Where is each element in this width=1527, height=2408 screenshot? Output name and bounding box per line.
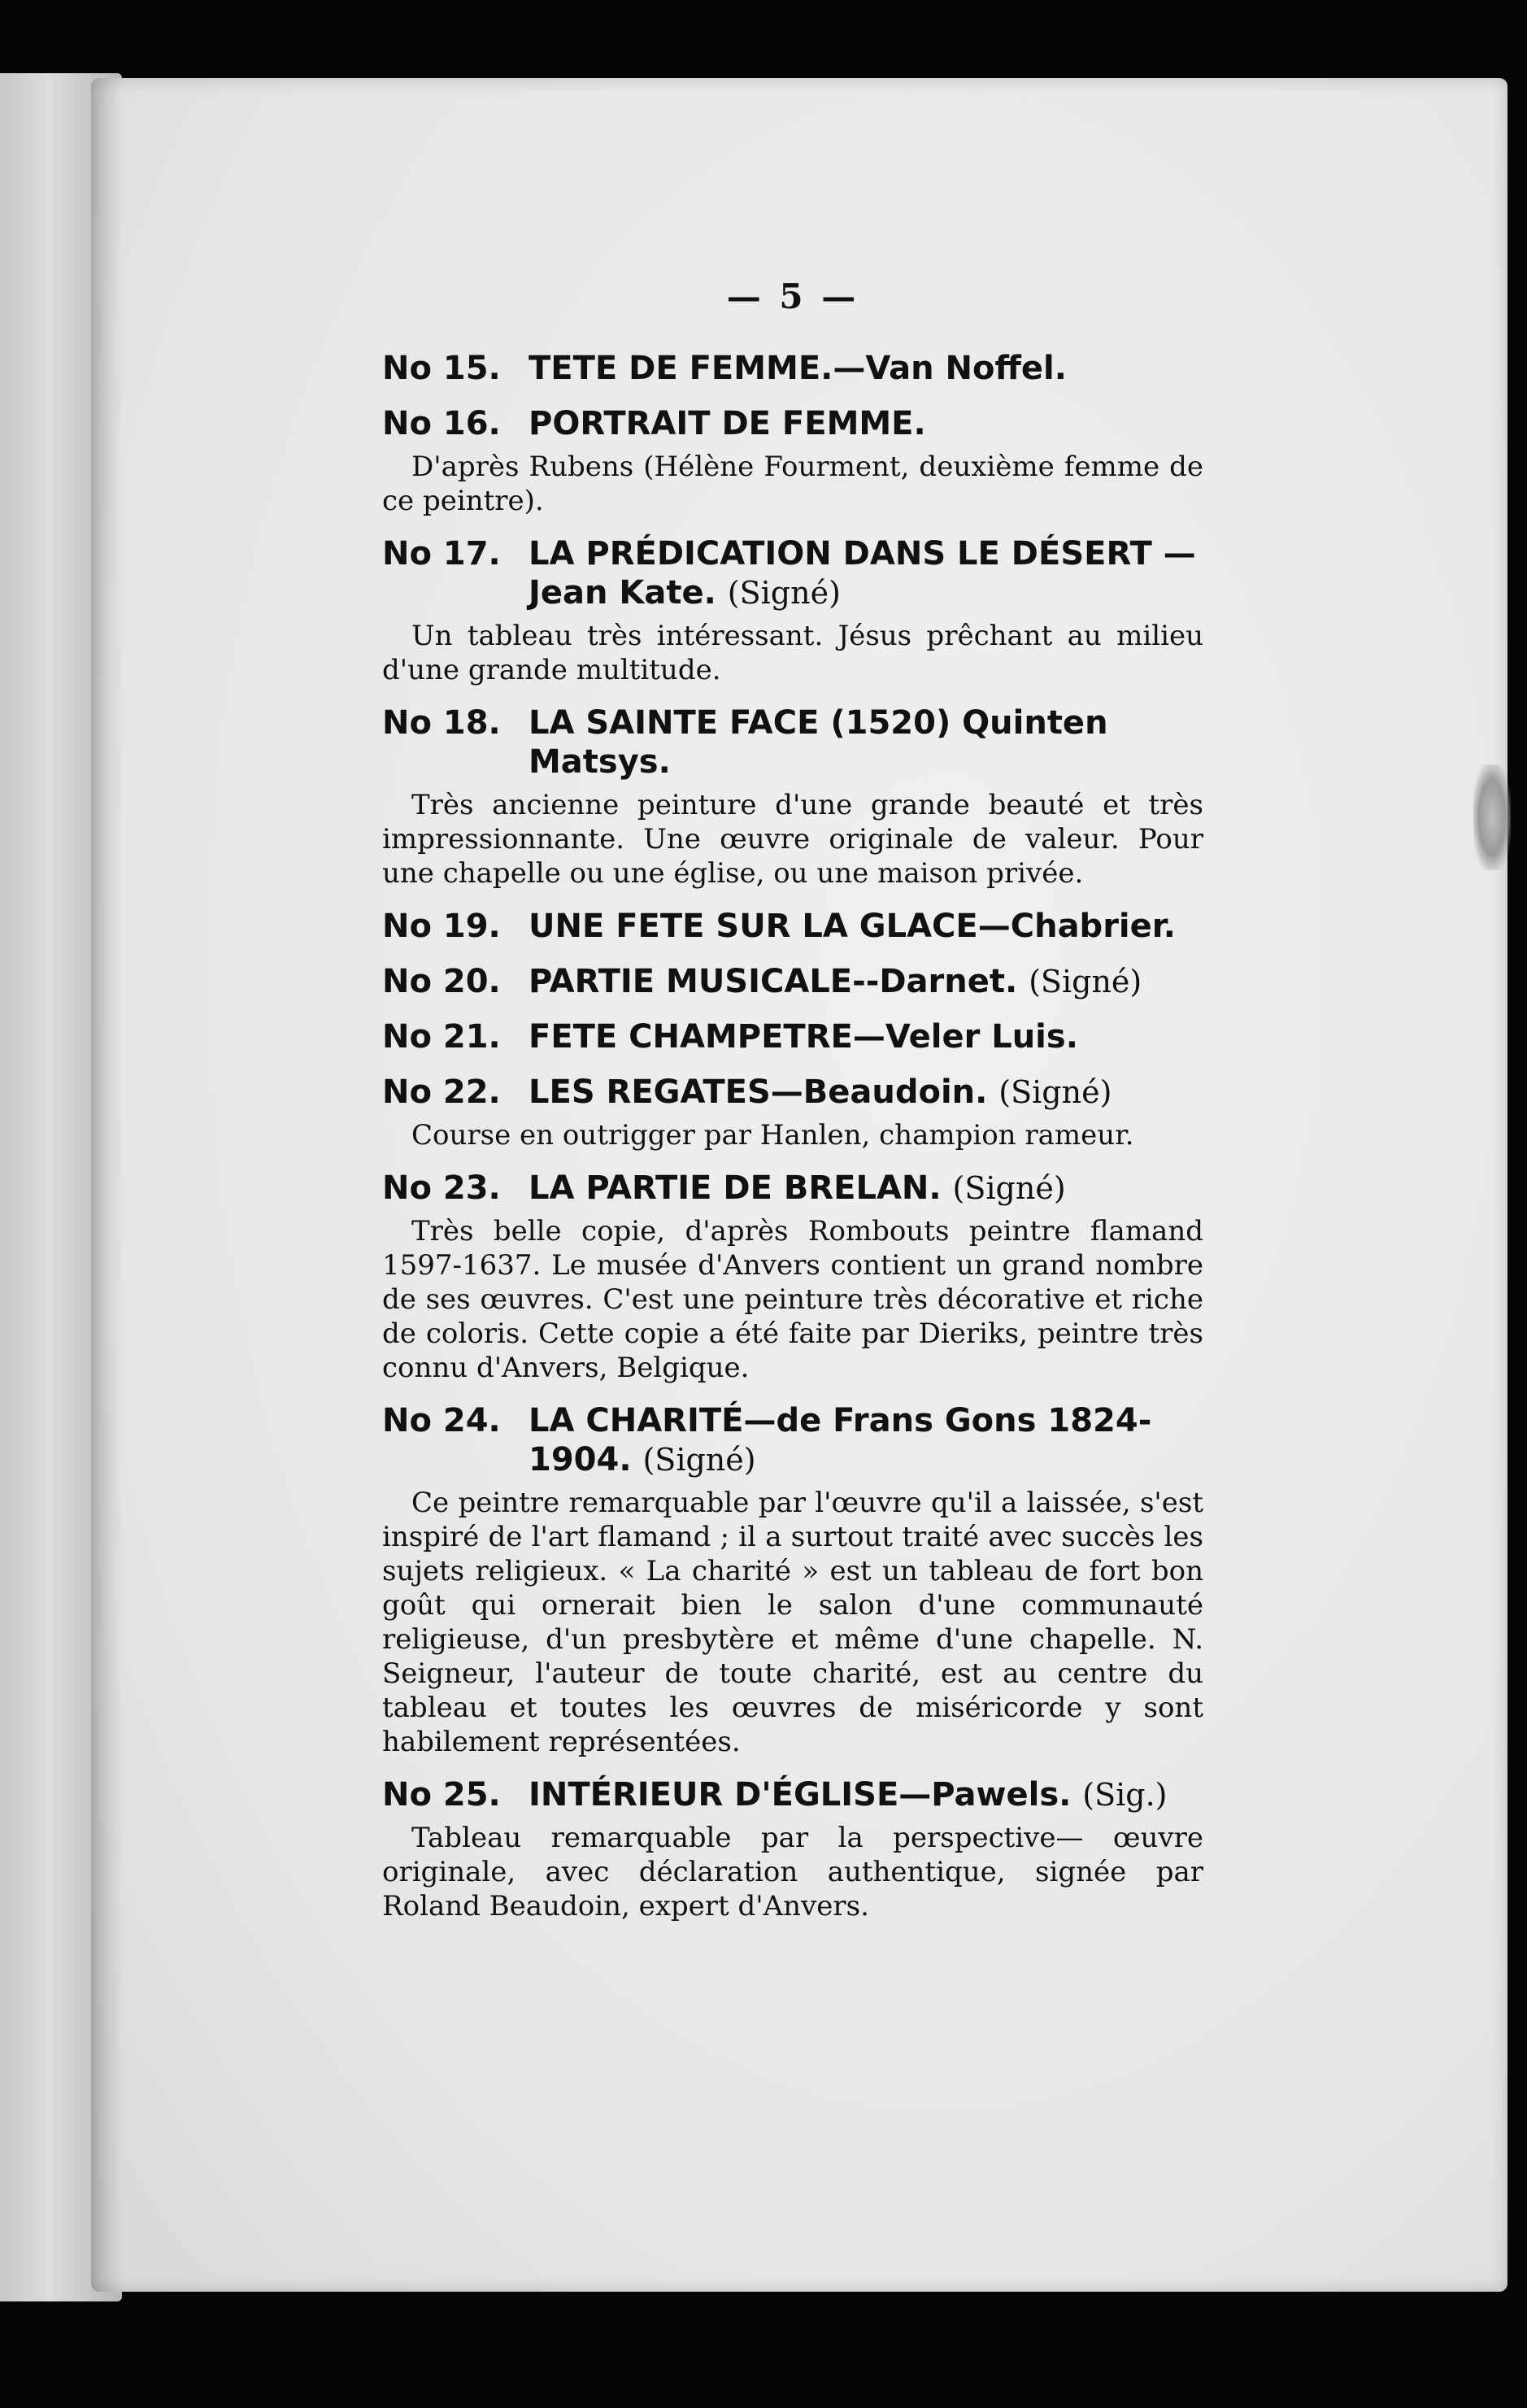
entry-signed-note: (Sig.) [1082, 1777, 1168, 1813]
entry-number: No 16. [382, 405, 501, 442]
entry-description: Tableau remarquable par la perspective— œuvre originale, avec déclaration authentique, signée par Roland Beaudoin, expert d'Anvers. [382, 1822, 1203, 1922]
entry-title-text: PORTRAIT DE FEMME. [529, 405, 926, 442]
catalog-entry [382, 1017, 1203, 1056]
entry-heading [382, 1169, 1203, 1208]
entry-title [529, 907, 1203, 946]
entry-title [529, 1073, 1203, 1112]
entry-number: No 18. [382, 704, 501, 742]
entry-title [529, 404, 1203, 443]
entry-signed-note: (Signé) [952, 1170, 1066, 1206]
entry-title-text: LA PARTIE DE BRELAN. [529, 1169, 942, 1207]
catalog-entry [382, 1073, 1203, 1152]
entry-number: No 20. [382, 963, 501, 1000]
catalog-entry [382, 1401, 1203, 1759]
spine-shadow [91, 78, 124, 2292]
page-edge-smudge [1473, 764, 1511, 870]
page-content [382, 277, 1203, 1940]
entry-title [529, 962, 1203, 1001]
entry-title-text: TETE DE FEMME.—Van Noffel. [529, 350, 1067, 387]
catalog-entry [382, 349, 1203, 388]
entry-title-text: PARTIE MUSICALE--Darnet. [529, 963, 1018, 1000]
entry-title-text: UNE FETE SUR LA GLACE—Chabrier. [529, 908, 1176, 945]
entry-heading [382, 349, 1203, 388]
entry-title [529, 1775, 1203, 1814]
entry-heading [382, 1073, 1203, 1112]
entry-number: No 22. [382, 1073, 501, 1111]
catalog-entry [382, 534, 1203, 687]
entry-description: Très belle copie, d'après Rombouts peintre flamand 1597-1637. Le musée d'Anvers contient un grand nombre de ses œuvres. C'est une peinture très décorative et riche de coloris. Cette copie a été faite par Dieriks, peintre très connu d'Anvers, Belgique. [382, 1215, 1203, 1384]
entry-title-text: LES REGATES—Beaudoin. [529, 1073, 988, 1111]
catalog-entry [382, 1775, 1203, 1923]
catalog-entry [382, 404, 1203, 518]
entry-heading [382, 1401, 1203, 1479]
entry-title [529, 534, 1203, 612]
entry-title [529, 1401, 1203, 1479]
entry-description: Ce peintre remarquable par l'œuvre qu'il a laissée, s'est inspiré de l'art flamand ; il a surtout traité avec succès les sujets religieux. « La charité » est un tableau de fort bon goût qui ornerait bien le salon d'une communauté religieuse, d'un presbytère et même d'une chapelle. N. Seigneur, l'auteur de toute charité, est au centre du tableau et toutes les œuvres de miséricorde y sont habilement représentées. [382, 1487, 1203, 1758]
catalog-entries [382, 349, 1203, 1923]
entry-description: Un tableau très intéressant. Jésus prêchant au milieu d'une grande multitude. [382, 620, 1203, 686]
entry-title-text: FETE CHAMPETRE—Veler Luis. [529, 1018, 1078, 1056]
entry-heading [382, 907, 1203, 946]
entry-number: No 15. [382, 350, 501, 387]
entry-title-text: LA SAINTE FACE (1520) Quinten Matsys. [529, 704, 1108, 781]
entry-title [529, 1169, 1203, 1208]
entry-number: No 17. [382, 535, 501, 573]
entry-number: No 21. [382, 1018, 501, 1056]
catalog-entry [382, 1169, 1203, 1385]
entry-heading [382, 404, 1203, 443]
entry-number: No 19. [382, 908, 501, 945]
entry-description: D'après Rubens (Hélène Fourment, deuxième femme de ce peintre). [382, 451, 1203, 517]
entry-signed-note: (Signé) [1029, 964, 1142, 999]
catalog-entry [382, 907, 1203, 946]
entry-title [529, 1017, 1203, 1056]
entry-heading [382, 962, 1203, 1001]
entry-description: Course en outrigger par Hanlen, champion rameur. [411, 1119, 1134, 1152]
entry-heading [382, 1775, 1203, 1814]
entry-signed-note: (Signé) [998, 1074, 1112, 1110]
entry-signed-note: (Signé) [642, 1442, 756, 1478]
entry-description: Très ancienne peinture d'une grande beauté et très impressionnante. Une œuvre originale de valeur. Pour une chapelle ou une église, ou une maison privée. [382, 789, 1203, 890]
entry-title [529, 703, 1203, 782]
entry-signed-note: (Signé) [727, 575, 841, 611]
entry-title [529, 349, 1203, 388]
entry-number: No 24. [382, 1402, 501, 1439]
catalog-entry [382, 962, 1203, 1001]
entry-number: No 25. [382, 1776, 501, 1814]
entry-title-text: INTÉRIEUR D'ÉGLISE—Pawels. [529, 1776, 1072, 1814]
entry-number: No 23. [382, 1169, 501, 1207]
entry-title-text: LA CHARITÉ—de Frans Gons 1824-1904. [529, 1402, 1152, 1478]
entry-heading [382, 1017, 1203, 1056]
page-number: — 5 — [726, 277, 859, 316]
entry-title-text: LA PRÉDICATION DANS LE DÉSERT —Jean Kate. [529, 535, 1196, 612]
catalog-entry [382, 703, 1203, 890]
entry-heading [382, 534, 1203, 612]
entry-heading [382, 703, 1203, 782]
